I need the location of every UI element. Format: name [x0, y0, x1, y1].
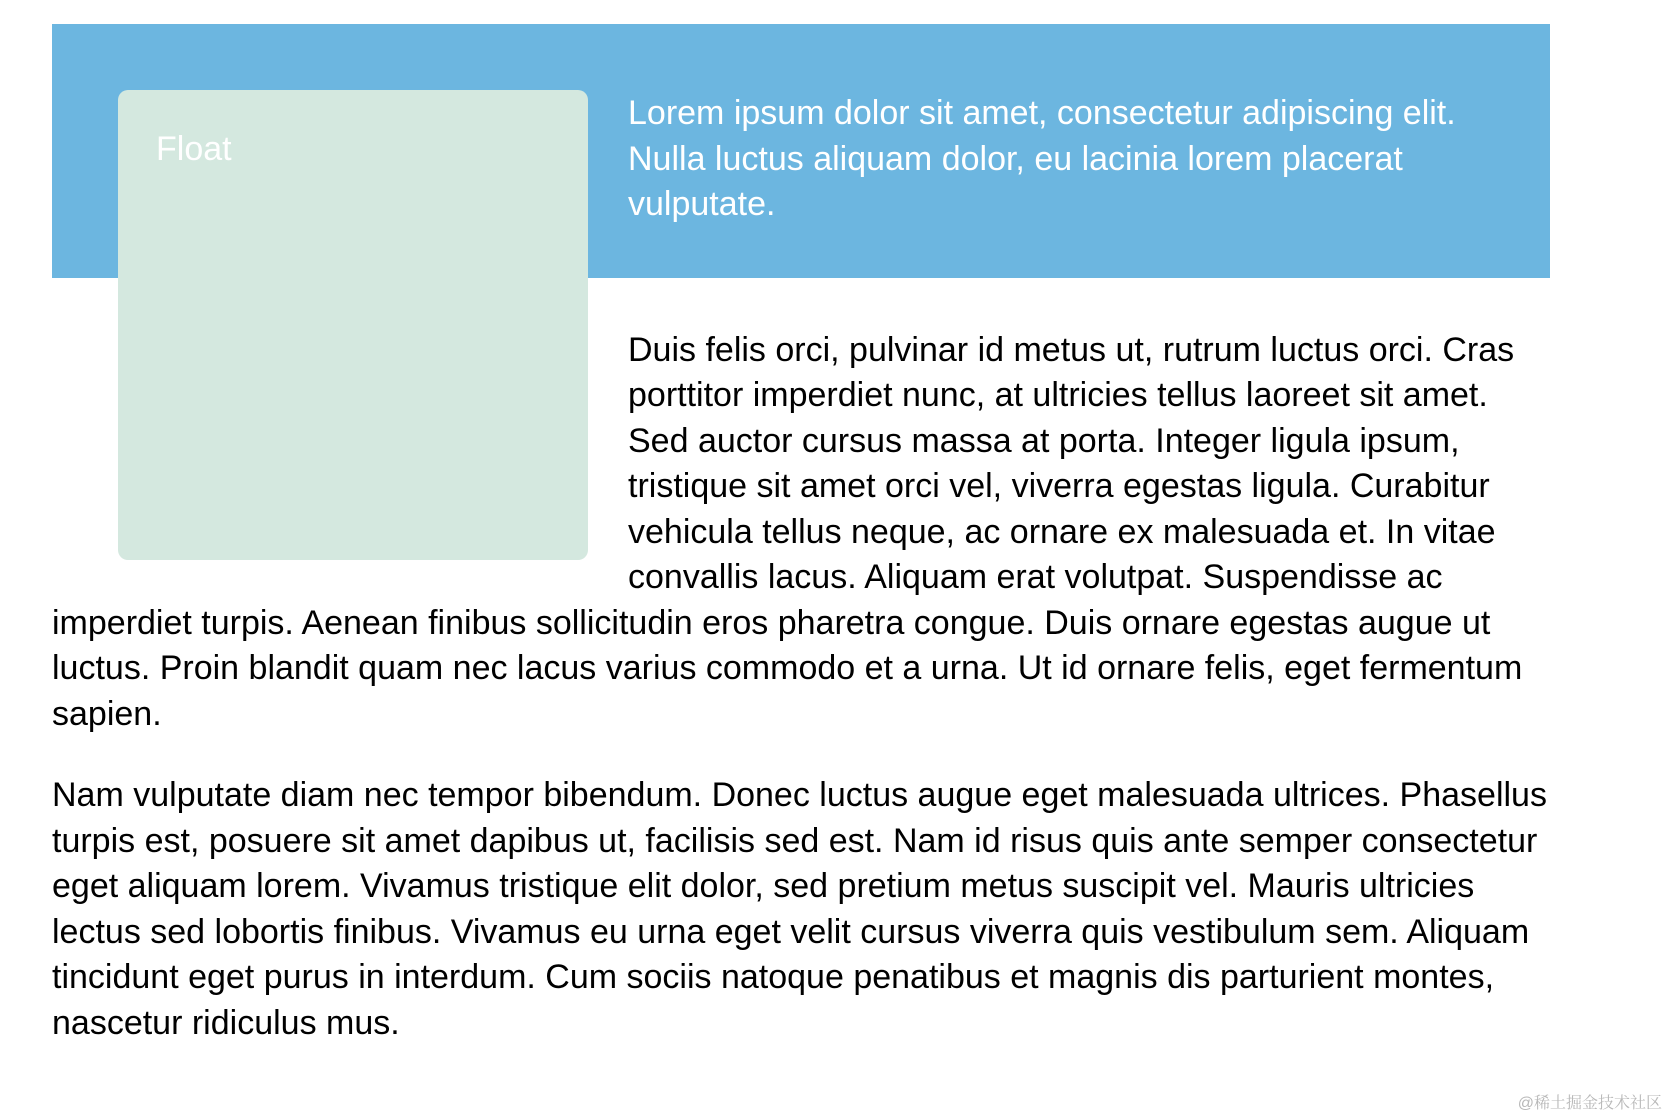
paragraph-2: Nam vulputate diam nec tempor bibendum. Donec luctus augue eget malesuada ultrices. Phasellus turpis est, posuere sit amet dapibus ut, facilisis sed est. Nam id risus quis ante semper consectetur eget aliquam lorem. Vivamus tristique elit dolor, sed pretium metus suscipit vel. Mauris ultricies lectus sed lobortis finibus. Vivamus eu urna eget velit cursus viverra quis vestibulum sem. Aliquam tincidunt eget purus in interdum. Cum sociis natoque penatibus et magnis dis parturient montes, nascetur ridiculus mus.: [52, 776, 1547, 1042]
float-box: [118, 90, 588, 560]
content-area: [52, 24, 1550, 1046]
watermark: @稀土掘金技术社区: [1517, 1095, 1662, 1112]
float-box-label: Float: [156, 130, 232, 168]
paragraph-1: Duis felis orci, pulvinar id metus ut, rutrum luctus orci. Cras porttitor imperdiet nunc, at ultricies tellus laoreet sit amet. Sed auctor cursus massa at porta. Integer ligula ipsum, tristique sit amet orci vel, viverra egestas ligula. Curabitur vehicula tellus neque, ac ornare ex malesuada et. In vitae convallis lacus. Aliquam erat volutpat. Suspendisse ac imperdiet turpis. Aenean finibus sollicitudin eros pharetra congue. Duis ornare egestas augue ut luctus. Proin blandit quam nec lacus varius commodo et a urna. Ut id ornare felis, eget fermentum sapien.: [52, 330, 1523, 733]
highlight-block: Lorem ipsum dolor sit amet, consectetur adipiscing elit. Nulla luctus aliquam dolor, eu lacinia lorem placerat vulputate.: [52, 24, 1550, 278]
